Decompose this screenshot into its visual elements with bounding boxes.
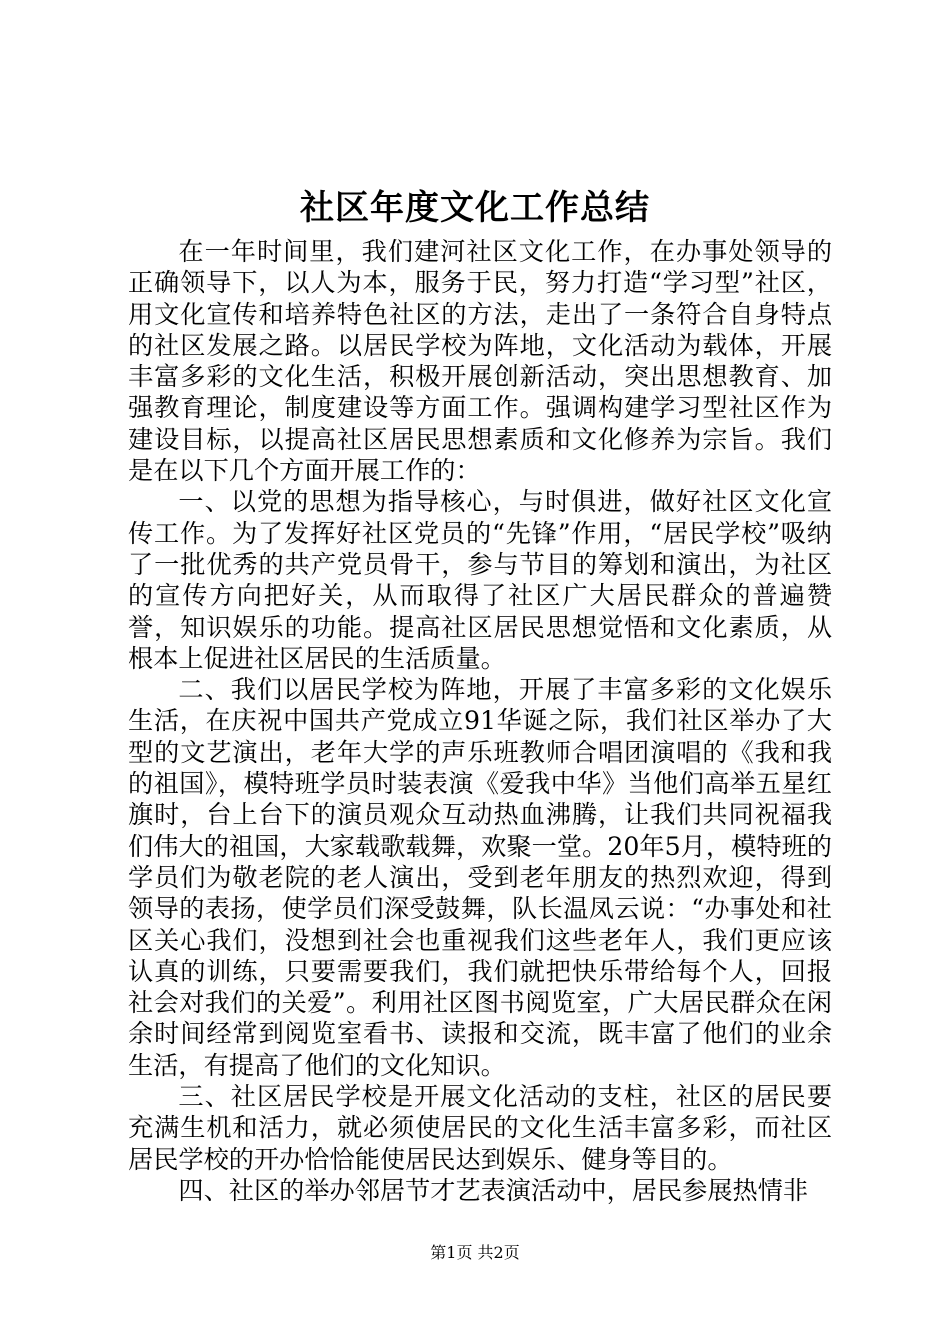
paragraph-section-4: 四、社区的举办邻居节才艺表演活动中，居民参展热情非 [178,1175,809,1205]
paragraph-section-2: 二、我们以居民学校为阵地，开展了丰富多彩的文化娱乐生活，在庆祝中国共产党成立91华诞之际，我们社区举办了大型的文艺演出，老年大学的声乐班教师合唱团演唱的《我和我的祖国》，模特班学员时装表演《爱我中华》当他们高举五星红旗时，台上台下的演员观众互动热血沸腾，让我们共同祝福我们伟大的祖国，大家载歌载舞，欢聚一堂。20年5月，模特班的学员们为敬老院的老人演出，受到老年朋友的热烈欢迎，得到领导的表扬，使学员们深受鼓舞，队长温凤云说：“办事处和社区关心我们，没想到社会也重视我们这些老年人，我们更应该认真的训练，只要需要我们，我们就把快乐带给每个人，回报社会对我们的关爱”。利用社区图书阅览室，广大居民群众在闲余时间经常到阅览室看书、读报和交流，既丰富了他们的业余生活，有提高了他们的文化知识。 [128,675,832,1080]
document-body [128,236,832,1206]
paragraph-section-3: 三、社区居民学校是开展文化活动的支柱，社区的居民要充满生机和活力，就必须使居民的文化生活丰富多彩，而社区居民学校的开办恰恰能使居民达到娱乐、健身等目的。 [128,1082,832,1174]
paragraph-section-1: 一、以党的思想为指导核心，与时俱进，做好社区文化宣传工作。为了发挥好社区党员的“先锋”作用，“居民学校”吸纳了一批优秀的共产党员骨干，参与节目的筹划和演出，为社区的宣传方向把好关，从而取得了社区广大居民群众的普遍赞誉，知识娱乐的功能。提高社区居民思想觉悟和文化素质，从根本上促进社区居民的生活质量。 [128,487,832,673]
page-footer: 第1页 共2页 [430,1243,520,1262]
paragraph-intro: 在一年时间里，我们建河社区文化工作，在办事处领导的正确领导下，以人为本，服务于民，努力打造“学习型”社区，用文化宣传和培养特色社区的方法，走出了一条符合自身特点的社区发展之路。以居民学校为阵地，文化活动为载体，开展丰富多彩的文化生活，积极开展创新活动，突出思想教育、加强教育理论，制度建设等方面工作。强调构建学习型社区作为建设目标，以提高社区居民思想素质和文化修养为宗旨。我们是在以下几个方面开展工作的： [128,237,832,486]
document-title: 社区年度文化工作总结 [300,188,650,228]
